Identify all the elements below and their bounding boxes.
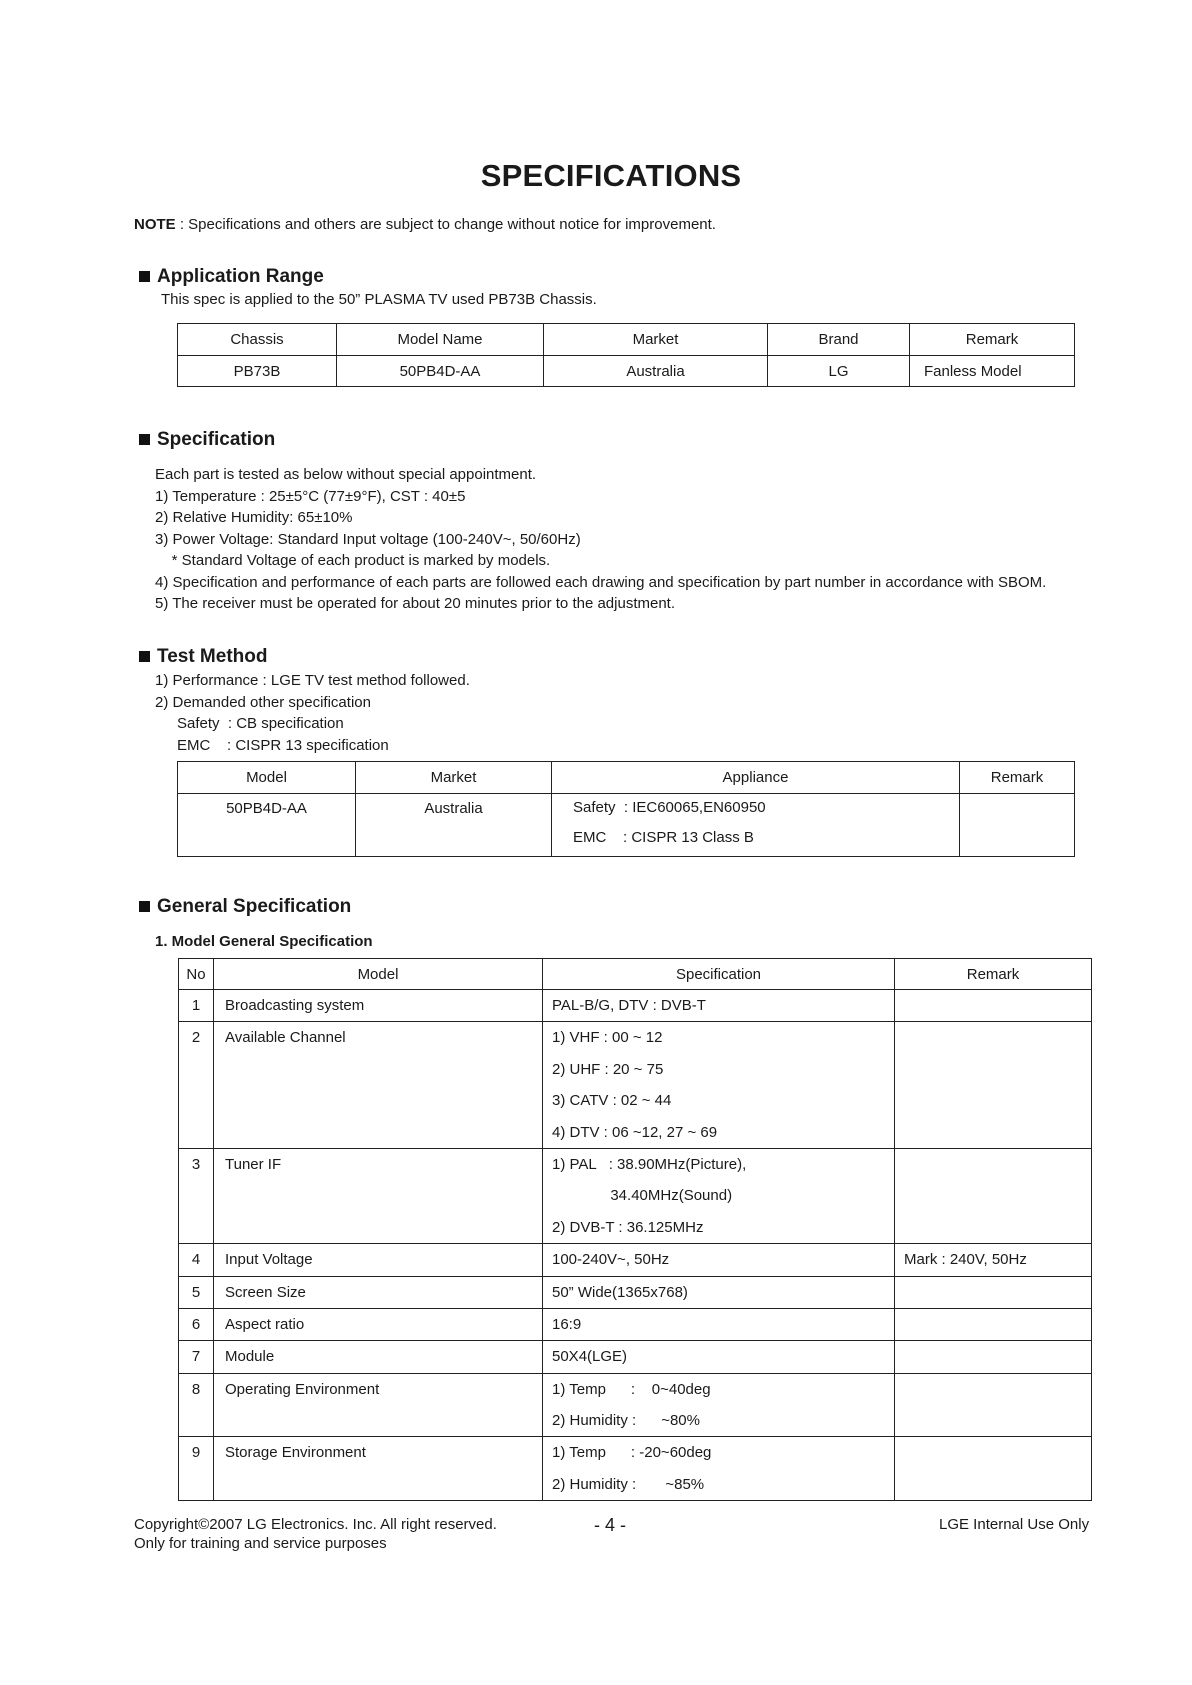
application-range-table: [177, 323, 1075, 387]
col-specification: Specification: [543, 959, 895, 990]
row-number: 6: [191, 1315, 201, 1333]
row-model: Operating Environment: [225, 1380, 380, 1398]
application-range-intro: This spec is applied to the 50” PLASMA TV used PB73B Chassis.: [161, 291, 597, 308]
footer-internal-use: LGE Internal Use Only: [939, 1516, 1090, 1533]
test-line: Safety : CB specification: [177, 715, 344, 732]
row-remark: [895, 1437, 1091, 1468]
row-remark: [895, 990, 1091, 1021]
model-general-spec-subheading: 1. Model General Specification: [155, 933, 373, 950]
cell-model-name: 50PB4D-AA: [337, 356, 544, 387]
cell-no: [179, 1244, 214, 1276]
cell-no: [179, 1148, 214, 1243]
cell-model: [214, 1373, 543, 1437]
bullet-square-icon: [139, 651, 150, 662]
cell-specification: [543, 1373, 895, 1437]
col-model-name: Model Name: [337, 324, 544, 356]
row-model: Available Channel: [225, 1029, 346, 1047]
footer-copyright: Copyright©2007 LG Electronics. Inc. All right reserved.: [134, 1516, 497, 1533]
spec-value-line: 50X4(LGE): [552, 1348, 628, 1366]
spec-value-line: 2) Humidity : ~85%: [552, 1475, 705, 1493]
spec-value-line: 2) Humidity : ~80%: [552, 1412, 700, 1430]
cell-no: [179, 1022, 214, 1149]
cell-no: [179, 1341, 214, 1373]
spec-line: 2) Relative Humidity: 65±10%: [155, 509, 353, 526]
cell-specification: [543, 1308, 895, 1340]
cell-model: [214, 1341, 543, 1373]
cell-remark: [895, 1308, 1092, 1340]
spec-line: Each part is tested as below without special appointment.: [155, 466, 537, 483]
note-text: : Specifications and others are subject to change without notice for improvement.: [175, 216, 716, 233]
cell-model: [214, 1276, 543, 1308]
cell-specification: [543, 1341, 895, 1373]
table-header-row: [178, 762, 1075, 794]
row-remark: [895, 1374, 1091, 1405]
spec-value-line: 2) UHF : 20 ~ 75: [552, 1060, 664, 1078]
spec-value-line: PAL-B/G, DTV : DVB-T: [552, 997, 706, 1014]
table-row: [178, 794, 1075, 857]
cell-chassis: PB73B: [178, 356, 337, 387]
col-appliance: Appliance: [552, 762, 960, 794]
table-row: [179, 990, 1092, 1022]
cell-model: [214, 1022, 543, 1149]
table-header-row: [179, 959, 1092, 990]
cell-model: [214, 1148, 543, 1243]
spec-line: 1) Temperature : 25±5°C (77±9°F), CST : 40±5: [155, 487, 466, 505]
row-remark: Mark : 240V, 50Hz: [904, 1251, 1027, 1269]
col-remark: Remark: [910, 324, 1075, 356]
test-method-heading: [139, 646, 267, 668]
table-row: [179, 1341, 1092, 1373]
spec-value-line: 2) DVB-T : 36.125MHz: [552, 1218, 704, 1236]
cell-remark: [960, 794, 1075, 857]
cell-remark: [895, 990, 1092, 1022]
row-model: Screen Size: [225, 1283, 306, 1301]
spec-value-line: 3) CATV : 02 ~ 44: [552, 1092, 672, 1110]
general-spec-table: [178, 958, 1092, 1501]
spec-line: 4) Specification and performance of each parts are followed each drawing and specification by part number in accordance with SBOM.: [155, 573, 1047, 591]
appliance-safety: Safety : IEC60065,EN60950: [573, 799, 766, 816]
bullet-square-icon: [139, 434, 150, 445]
spec-line: 3) Power Voltage: Standard Input voltage (100-240V~, 50/60Hz): [155, 530, 581, 548]
row-number: 3: [191, 1155, 201, 1173]
cell-no: [179, 1437, 214, 1501]
table-row: [179, 1373, 1092, 1437]
cell-remark: [895, 1276, 1092, 1308]
row-number: 2: [191, 1029, 201, 1047]
test-line: 2) Demanded other specification: [155, 693, 371, 711]
cell-specification: [543, 990, 895, 1022]
cell-market: Australia: [544, 356, 768, 387]
table-row: [179, 1022, 1092, 1149]
cell-no: [179, 1373, 214, 1437]
cell-model: [214, 990, 543, 1022]
specification-lines: [155, 464, 1046, 615]
spec-value-line: 1) VHF : 00 ~ 12: [552, 1029, 663, 1047]
spec-line: 5) The receiver must be operated for about 20 minutes prior to the adjustment.: [155, 595, 676, 612]
heading-text: Specification: [157, 429, 276, 450]
row-model: Tuner IF: [225, 1155, 282, 1173]
cell-market: Australia: [356, 794, 552, 857]
col-model: Model: [178, 762, 356, 794]
table-row: [179, 1437, 1092, 1501]
note-line: [134, 216, 716, 233]
spec-value-line: 16:9: [552, 1315, 582, 1333]
spec-value-line: 100-240V~, 50Hz: [552, 1251, 670, 1269]
col-remark: Remark: [960, 762, 1075, 794]
heading-text: General Specification: [157, 896, 352, 917]
cell-remark: [895, 1341, 1092, 1373]
row-number: 5: [191, 1283, 201, 1301]
row-model: Input Voltage: [225, 1251, 313, 1269]
row-remark: [895, 1149, 1091, 1180]
cell-specification: [543, 1148, 895, 1243]
spec-value-line: 4) DTV : 06 ~12, 27 ~ 69: [552, 1123, 718, 1141]
cell-appliance: [552, 794, 960, 857]
col-brand: Brand: [768, 324, 910, 356]
bullet-square-icon: [139, 901, 150, 912]
cell-no: [179, 990, 214, 1022]
cell-remark: [895, 1022, 1092, 1149]
table-row: [179, 1244, 1092, 1276]
test-line: EMC : CISPR 13 specification: [177, 736, 389, 754]
row-model: Broadcasting system: [225, 997, 365, 1014]
bullet-square-icon: [139, 271, 150, 282]
cell-remark: [895, 1148, 1092, 1243]
application-range-heading: [139, 266, 324, 288]
row-model: Aspect ratio: [225, 1315, 305, 1333]
cell-model: [214, 1308, 543, 1340]
cell-remark: [895, 1244, 1092, 1276]
col-no: No: [179, 959, 214, 990]
spec-line: * Standard Voltage of each product is marked by models.: [155, 552, 551, 569]
table-header-row: [178, 324, 1075, 356]
row-number: 1: [191, 997, 201, 1014]
spec-value-line: 1) PAL : 38.90MHz(Picture),: [552, 1155, 747, 1173]
test-line: 1) Performance : LGE TV test method followed.: [155, 672, 470, 689]
cell-specification: [543, 1022, 895, 1149]
col-model: Model: [214, 959, 543, 990]
cell-model: [214, 1437, 543, 1501]
col-market: Market: [544, 324, 768, 356]
row-number: 7: [191, 1348, 201, 1366]
row-remark: [895, 1277, 1091, 1308]
table-row: [179, 1276, 1092, 1308]
cell-specification: [543, 1437, 895, 1501]
appliance-emc: EMC : CISPR 13 Class B: [573, 829, 754, 846]
heading-text: Application Range: [157, 266, 324, 287]
cell-model: [214, 1244, 543, 1276]
table-row: [179, 1148, 1092, 1243]
spec-value-line: 34.40MHz(Sound): [552, 1187, 733, 1205]
cell-model: 50PB4D-AA: [178, 794, 356, 857]
row-remark: [895, 1309, 1091, 1340]
row-remark: [895, 1341, 1091, 1372]
cell-remark: Fanless Model: [910, 356, 1075, 387]
row-model: Module: [225, 1348, 275, 1366]
table-row: [178, 356, 1075, 387]
row-number: 9: [191, 1444, 201, 1462]
note-label: NOTE: [134, 216, 176, 233]
general-specification-heading: [139, 896, 351, 918]
row-number: 8: [191, 1380, 201, 1398]
row-remark: [895, 1022, 1091, 1053]
cell-no: [179, 1308, 214, 1340]
spec-value-line: 50” Wide(1365x768): [552, 1283, 688, 1301]
page-title: SPECIFICATIONS: [480, 158, 742, 193]
spec-value-line: 1) Temp : 0~40deg: [552, 1380, 711, 1398]
col-remark: Remark: [895, 959, 1092, 990]
test-method-lines: [155, 670, 470, 756]
cell-brand: LG: [768, 356, 910, 387]
row-number: 4: [191, 1251, 201, 1269]
general-spec-rows: [179, 990, 1092, 1501]
cell-specification: [543, 1244, 895, 1276]
cell-remark: [895, 1437, 1092, 1501]
test-method-table: [177, 761, 1075, 857]
col-chassis: Chassis: [178, 324, 337, 356]
heading-text: Test Method: [157, 646, 268, 667]
footer-purpose: Only for training and service purposes: [134, 1535, 387, 1552]
spec-value-line: 1) Temp : -20~60deg: [552, 1444, 712, 1462]
row-model: Storage Environment: [225, 1444, 366, 1462]
specification-heading: [139, 429, 275, 451]
page-number: - 4 -: [594, 1515, 627, 1535]
cell-specification: [543, 1276, 895, 1308]
cell-remark: [895, 1373, 1092, 1437]
table-row: [179, 1308, 1092, 1340]
col-market: Market: [356, 762, 552, 794]
cell-no: [179, 1276, 214, 1308]
